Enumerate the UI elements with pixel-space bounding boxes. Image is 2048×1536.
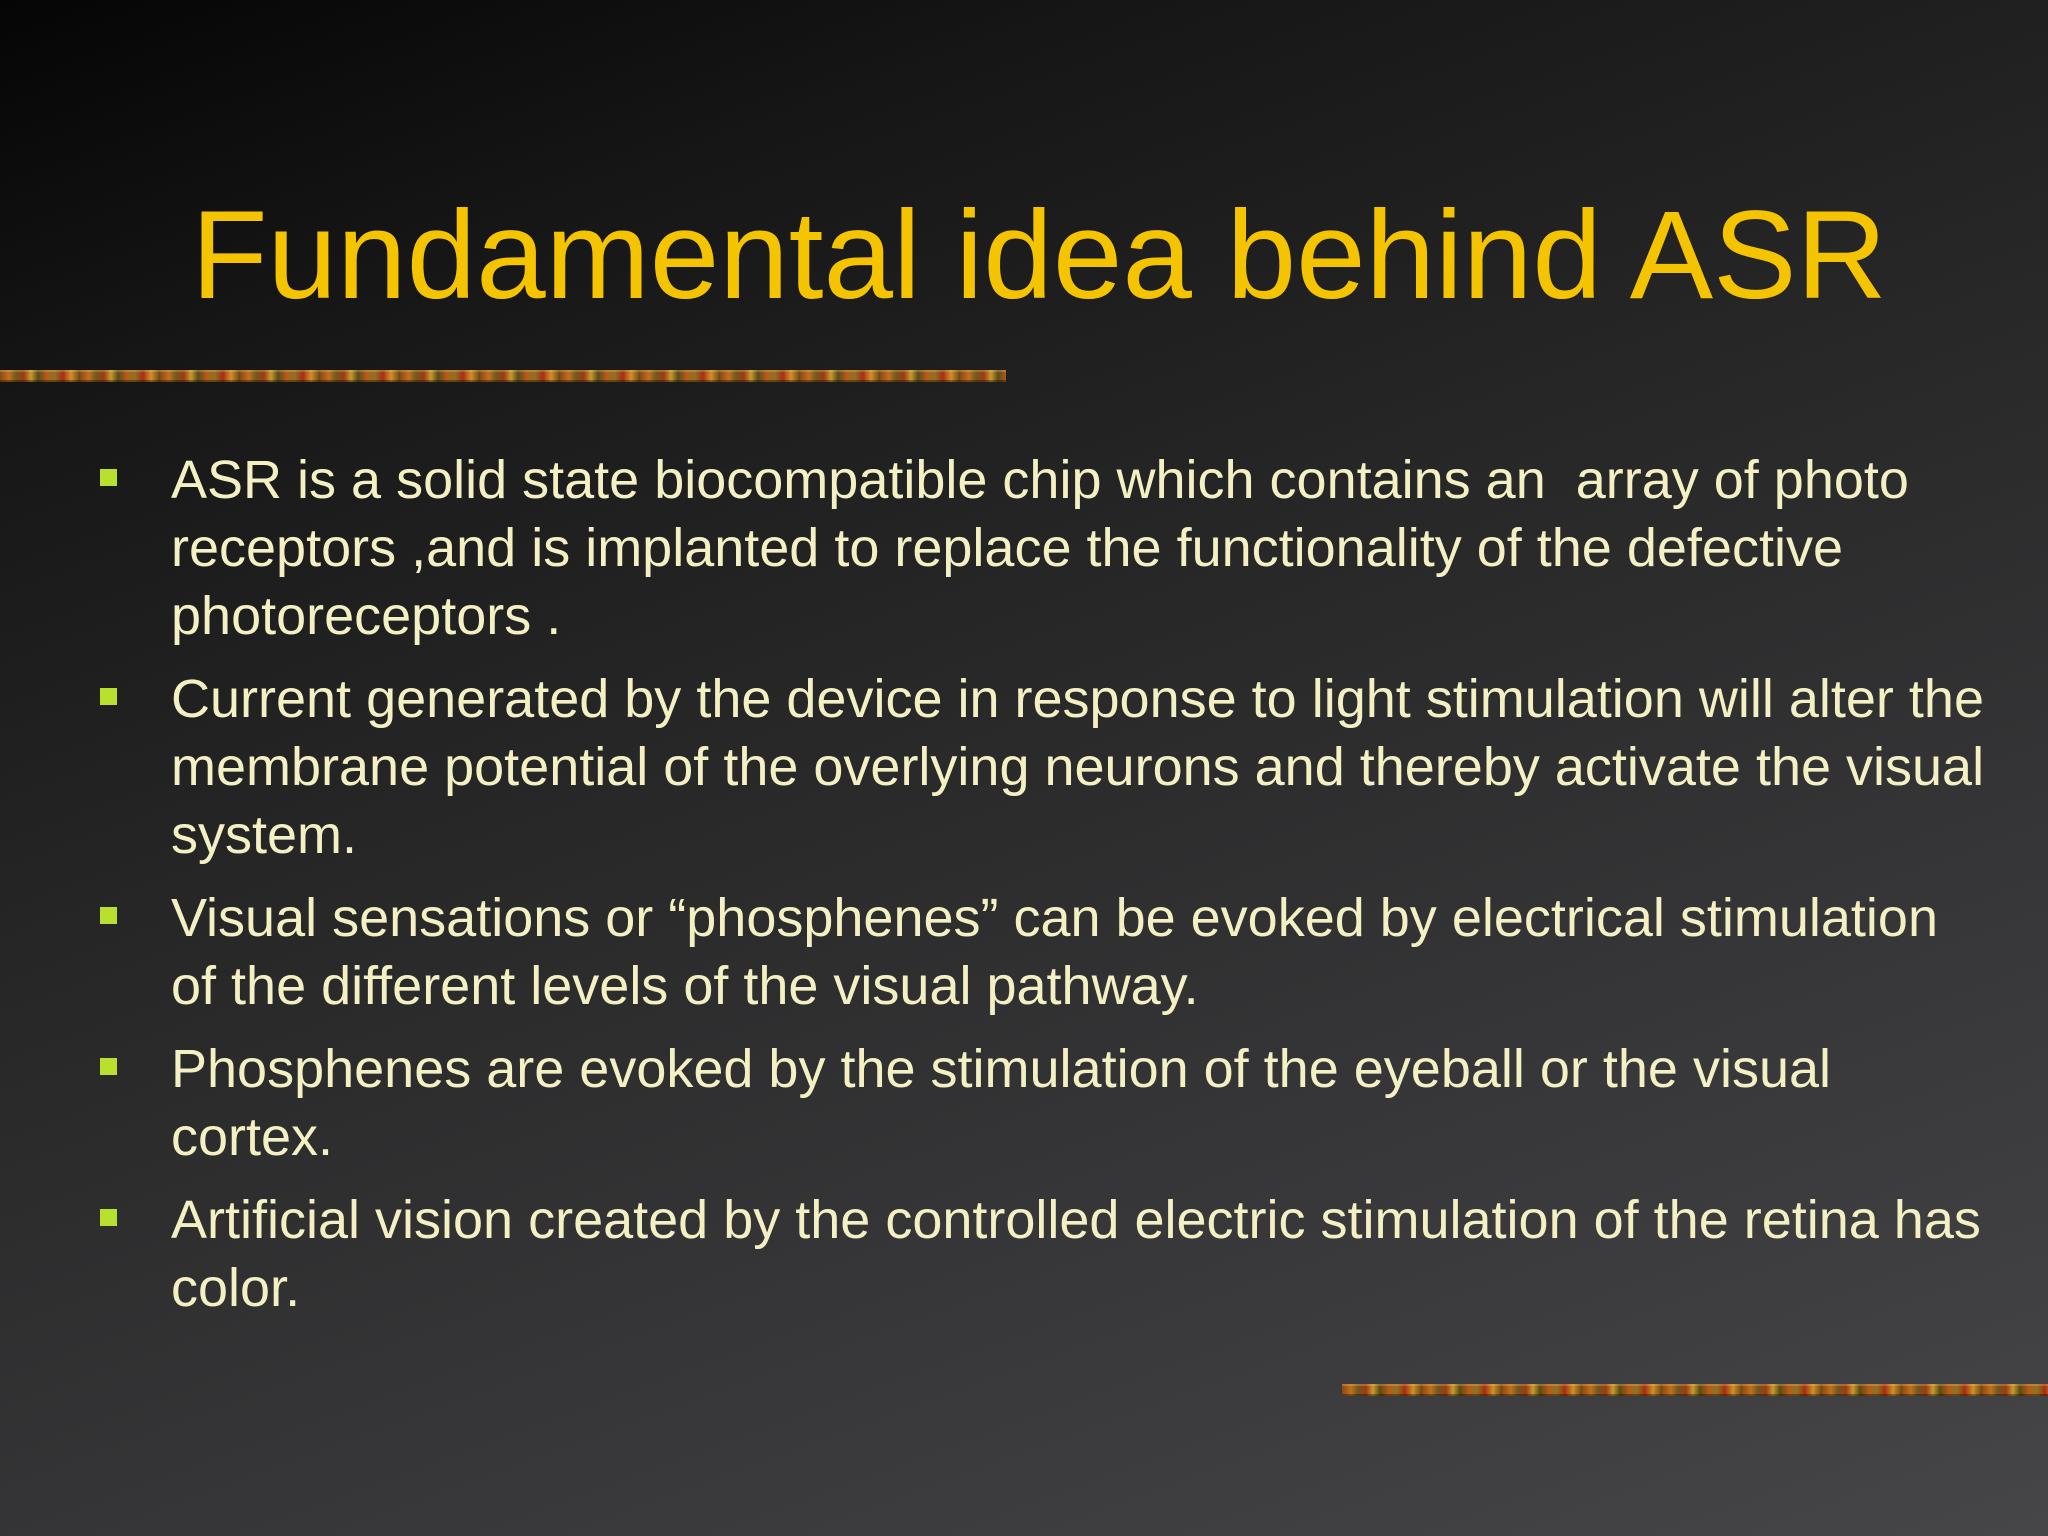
bullet-item [0, 884, 2048, 1020]
bullet-text: Current generated by the device in response to light stimulation will alter the membrane potential of the overlying neurons and thereby activate the visual system. [171, 669, 1985, 865]
bullet-text: Visual sensations or “phosphenes” can be evoked by electrical stimulation of the different levels of the visual pathway. [171, 888, 1938, 1016]
slide-title: Fundamental idea behind ASR [191, 186, 1887, 325]
bullet-text: Phosphenes are evoked by the stimulation of the eyeball or the visual cortex. [171, 1039, 1832, 1167]
decorative-band-top [0, 370, 1006, 382]
bullet-item [0, 1035, 2048, 1171]
bullet-text: Artificial vision created by the controlled electric stimulation of the retina has color. [171, 1190, 1981, 1318]
bullet-list [0, 446, 2048, 1337]
bullet-item [0, 446, 2048, 650]
square-bullet-icon [100, 907, 117, 924]
bullet-item [0, 1186, 2048, 1322]
square-bullet-icon [100, 688, 117, 705]
bullet-item [0, 665, 2048, 869]
square-bullet-icon [100, 1058, 117, 1075]
square-bullet-icon [100, 469, 117, 486]
square-bullet-icon [100, 1209, 117, 1226]
bullet-text: ASR is a solid state biocompatible chip which contains an array of photo receptors ,and is implanted to replace the functionality of the defective photoreceptors . [171, 450, 1909, 646]
decorative-band-bottom [1342, 1384, 2048, 1396]
